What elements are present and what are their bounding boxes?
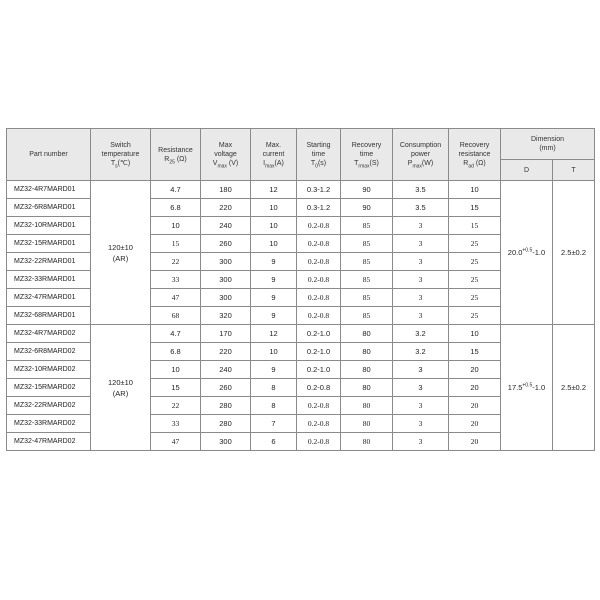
part-number-cell: MZ32-68RMARD01 [7,307,91,325]
header-recovery-resistance: Recovery resistance $R_{ad}$ (Ω) [449,129,501,181]
max-current-cell: 10 [251,217,297,235]
consumption-power-cell: 3 [393,397,449,415]
resistance-cell: 15 [151,235,201,253]
recovery-time-cell: 80 [341,397,393,415]
header-switch-temperature: Switch temperature $T_s(℃)$ [91,129,151,181]
consumption-power-cell: 3 [393,289,449,307]
max-voltage-cell: 220 [201,199,251,217]
recovery-resistance-cell: 25 [449,253,501,271]
header-row [7,129,595,160]
recovery-time-cell: 80 [341,415,393,433]
recovery-time-cell: 85 [341,217,393,235]
consumption-power-cell: 3.2 [393,343,449,361]
max-current-cell: 6 [251,433,297,451]
max-current-cell: 9 [251,361,297,379]
consumption-power-cell: 3 [393,307,449,325]
max-current-cell: 9 [251,289,297,307]
recovery-resistance-cell: 20 [449,397,501,415]
starting-time-cell: 0.2-0.8 [297,307,341,325]
starting-time-cell: 0.3-1.2 [297,199,341,217]
part-number-cell: MZ32-15RMARD01 [7,235,91,253]
max-voltage-cell: 300 [201,271,251,289]
header-max-voltage: Max voltage $V_{max}$ (V) [201,129,251,181]
max-voltage-cell: 220 [201,343,251,361]
recovery-resistance-cell: 25 [449,289,501,307]
consumption-power-cell: 3.2 [393,325,449,343]
recovery-resistance-cell: 20 [449,415,501,433]
switch-temperature-cell: 120±10 (AR) [91,181,151,325]
starting-time-cell: 0.3-1.2 [297,181,341,199]
dimension-t-cell: 2.5±0.2 [553,325,595,451]
resistance-cell: 10 [151,361,201,379]
resistance-cell: 22 [151,397,201,415]
max-voltage-cell: 320 [201,307,251,325]
starting-time-cell: 0.2-0.8 [297,217,341,235]
part-number-cell: MZ32-47RMARD01 [7,289,91,307]
recovery-resistance-cell: 15 [449,199,501,217]
recovery-time-cell: 80 [341,433,393,451]
consumption-power-cell: 3 [393,361,449,379]
max-voltage-cell: 300 [201,433,251,451]
consumption-power-cell: 3 [393,415,449,433]
header-dimension-d: D [501,160,553,181]
spec-table-body [7,181,595,451]
starting-time-cell: 0.2-0.8 [297,235,341,253]
table-row [7,325,595,343]
resistance-cell: 6.8 [151,343,201,361]
resistance-cell: 10 [151,217,201,235]
max-current-cell: 10 [251,343,297,361]
consumption-power-cell: 3.5 [393,199,449,217]
max-voltage-cell: 240 [201,217,251,235]
max-voltage-cell: 300 [201,253,251,271]
resistance-cell: 33 [151,271,201,289]
resistance-cell: 4.7 [151,325,201,343]
dimension-d-cell: $17.5^{+0.5}-1.0$ [501,325,553,451]
part-number-cell: MZ32-4R7MARD01 [7,181,91,199]
recovery-time-cell: 80 [341,361,393,379]
part-number-cell: MZ32-4R7MARD02 [7,325,91,343]
max-voltage-cell: 260 [201,235,251,253]
header-part-number: Part number [7,129,91,181]
table-row [7,181,595,199]
spec-table-container [6,128,594,451]
part-number-cell: MZ32-15RMARD02 [7,379,91,397]
recovery-resistance-cell: 25 [449,307,501,325]
max-current-cell: 9 [251,307,297,325]
part-number-cell: MZ32-47RMARD02 [7,433,91,451]
consumption-power-cell: 3 [393,217,449,235]
max-current-cell: 12 [251,325,297,343]
consumption-power-cell: 3 [393,235,449,253]
part-number-cell: MZ32-6R8MARD01 [7,199,91,217]
resistance-cell: 4.7 [151,181,201,199]
recovery-time-cell: 90 [341,181,393,199]
starting-time-cell: 0.2-0.8 [297,379,341,397]
header-recovery-time: Recovery time $T_{rmax}(S)$ [341,129,393,181]
max-voltage-cell: 280 [201,397,251,415]
starting-time-cell: 0.2-0.8 [297,253,341,271]
max-current-cell: 10 [251,235,297,253]
header-consumption-power: Consumption power $P_{max}(W)$ [393,129,449,181]
max-current-cell: 9 [251,271,297,289]
header-starting-time: Starting time $T_0(s)$ [297,129,341,181]
max-current-cell: 8 [251,379,297,397]
consumption-power-cell: 3 [393,271,449,289]
max-voltage-cell: 170 [201,325,251,343]
consumption-power-cell: 3 [393,379,449,397]
recovery-resistance-cell: 20 [449,379,501,397]
max-current-cell: 7 [251,415,297,433]
resistance-cell: 15 [151,379,201,397]
recovery-resistance-cell: 10 [449,181,501,199]
part-number-cell: MZ32-10RMARD01 [7,217,91,235]
dimension-d-cell: $20.0^{+0.5}-1.0$ [501,181,553,325]
recovery-resistance-cell: 15 [449,217,501,235]
max-voltage-cell: 180 [201,181,251,199]
header-resistance: Resistance $R_{25}$ (Ω) [151,129,201,181]
starting-time-cell: 0.2-1.0 [297,325,341,343]
starting-time-cell: 0.2-0.8 [297,433,341,451]
consumption-power-cell: 3 [393,433,449,451]
header-dimension-t: T [553,160,595,181]
recovery-resistance-cell: 25 [449,235,501,253]
starting-time-cell: 0.2-1.0 [297,343,341,361]
consumption-power-cell: 3.5 [393,181,449,199]
recovery-time-cell: 80 [341,325,393,343]
recovery-time-cell: 80 [341,343,393,361]
spec-table [6,128,595,451]
max-voltage-cell: 260 [201,379,251,397]
part-number-cell: MZ32-22RMARD02 [7,397,91,415]
resistance-cell: 47 [151,433,201,451]
header-dimension: Dimension (mm) [501,129,595,160]
dimension-t-cell: 2.5±0.2 [553,181,595,325]
starting-time-cell: 0.2-0.8 [297,289,341,307]
resistance-cell: 6.8 [151,199,201,217]
resistance-cell: 22 [151,253,201,271]
part-number-cell: MZ32-6R8MARD02 [7,343,91,361]
starting-time-cell: 0.2-0.8 [297,397,341,415]
header-max-current: Max. current $I_{max}(A)$ [251,129,297,181]
part-number-cell: MZ32-33RMARD01 [7,271,91,289]
recovery-time-cell: 85 [341,235,393,253]
resistance-cell: 47 [151,289,201,307]
recovery-time-cell: 80 [341,379,393,397]
recovery-resistance-cell: 25 [449,271,501,289]
recovery-time-cell: 85 [341,289,393,307]
recovery-time-cell: 85 [341,253,393,271]
part-number-cell: MZ32-33RMARD02 [7,415,91,433]
part-number-cell: MZ32-10RMARD02 [7,361,91,379]
starting-time-cell: 0.2-0.8 [297,415,341,433]
recovery-resistance-cell: 15 [449,343,501,361]
max-voltage-cell: 300 [201,289,251,307]
max-voltage-cell: 240 [201,361,251,379]
consumption-power-cell: 3 [393,253,449,271]
recovery-resistance-cell: 10 [449,325,501,343]
recovery-resistance-cell: 20 [449,433,501,451]
max-current-cell: 9 [251,253,297,271]
switch-temperature-cell: 120±10 (AR) [91,325,151,451]
part-number-cell: MZ32-22RMARD01 [7,253,91,271]
starting-time-cell: 0.2-1.0 [297,361,341,379]
max-current-cell: 10 [251,199,297,217]
max-current-cell: 8 [251,397,297,415]
resistance-cell: 68 [151,307,201,325]
recovery-time-cell: 90 [341,199,393,217]
recovery-time-cell: 85 [341,271,393,289]
max-voltage-cell: 280 [201,415,251,433]
starting-time-cell: 0.2-0.8 [297,271,341,289]
recovery-time-cell: 85 [341,307,393,325]
max-current-cell: 12 [251,181,297,199]
resistance-cell: 33 [151,415,201,433]
recovery-resistance-cell: 20 [449,361,501,379]
